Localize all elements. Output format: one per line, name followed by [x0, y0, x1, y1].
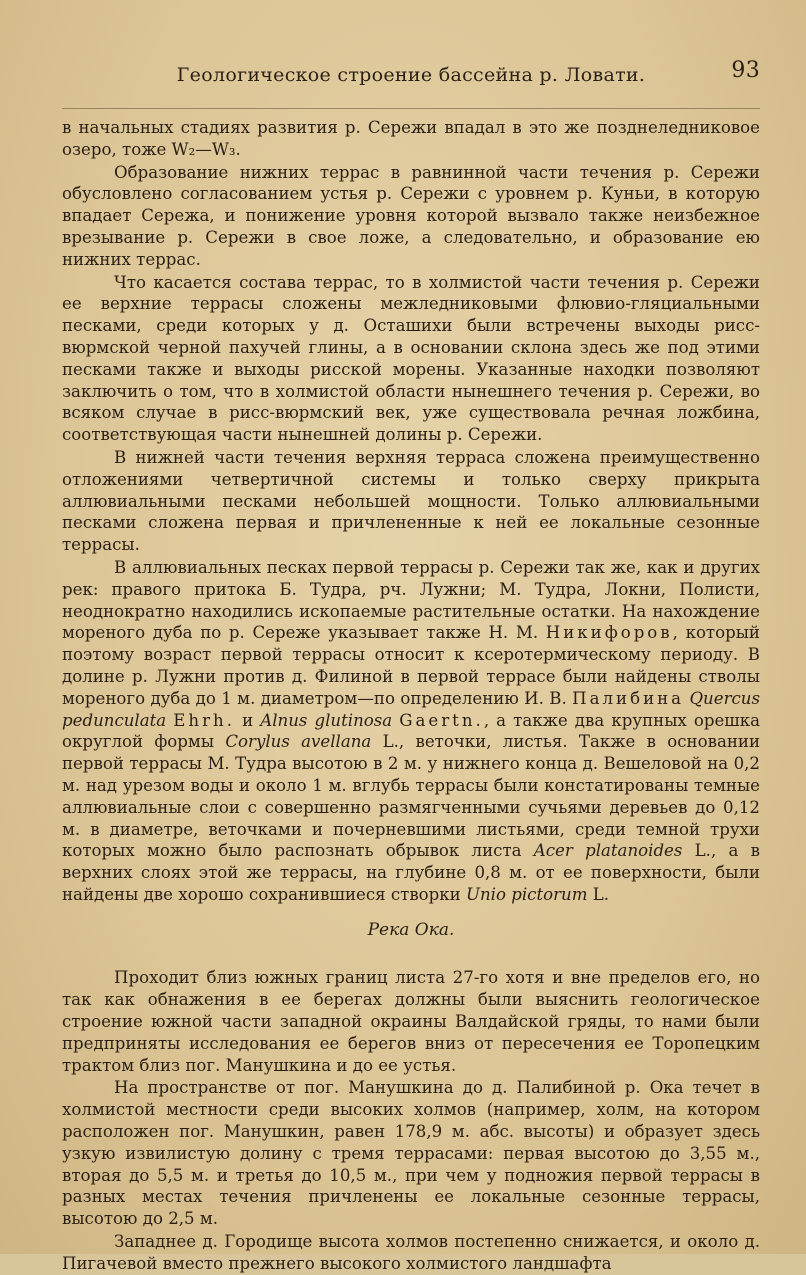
paragraph: Образование нижних террас в равнинной части течения р. Сережи обусловлено согласованием устья р. Сережи с уровнем р. Куньи, в которую впадает Сережа, и понижение уровня которой вызвало также неизбежное врезывание р. Сережи в свое ложе, а следовательно, и образование ею нижних террас.	[62, 162, 760, 269]
paragraph: Проходит близ южных границ листа 27-го хотя и вне пределов его, но так как обнажения в ее берегах должны были выяснить геологическое строение южной части западной окраины Валдайской гряды, то нами были предприняты исследования ее берегов вниз от пересечения ее Торопецким трактом близ пог. Манушкина и до ее устья.	[62, 968, 760, 1075]
section-title: Река Ока.	[367, 919, 455, 940]
main-text	[62, 117, 760, 1275]
paragraph: Западнее д. Городище высота холмов постепенно снижается, и около д. Пигачевой вместо прежнего высокого холмистого ландшафта	[62, 1232, 760, 1273]
paragraph: Что касается состава террас, то в холмистой части течения р. Сережи ее верхние террасы сложены межледниковыми флювио-гляциальными песками, среди которых у д. Осташихи были встречены выходы рисс-вюрмской черной пахучей глины, а в основании склона здесь же под этими песками также и выходы рисской морены. Указанные находки позволяют заключить о том, что в холмистой области нынешнего течения р. Сережи, во всяком случае в рисс-вюрмский век, уже существовала речная ложбина, соответствующая части нынешней долины р. Сережи.	[62, 272, 760, 445]
paragraph-with-species: В аллювиальных песках первой террасы р. Сережи так же, как и других рек: правого притока Б. Тудра, рч. Лужни; М. Тудра, Локни, Полисти, неоднократно находились ископаемые растительные остатки. На нахождение мореного дуба по р. Сереже указывает также Н. М. Никифоров, который поэтому возраст первой террасы относит к ксеротермическому периоду. В долине р. Лужни против д. Филиной в первой террасе были найдены стволы мореного дуба до 1 м. диаметром—по определению И. В. Палибина Quercus pedunculata Ehrh. и Alnus glutinosa Gaertn., а также два крупных орешка округлой формы Corylus avellana L., веточки, листья. Также в основании первой террасы М. Тудра высотою в 2 м. у нижнего конца д. Вешеловой на 0,2 м. над урезом воды и около 1 м. вглубь террасы были констатированы темные аллювиальные слои с совершенно размягченными сучьями деревьев до 0,12 м. в диаметре, веточками и почерневшими листьями, среди темной трухи которых можно было распознать обрывок листа Acer platanoides L., а в верхних слоях этой же террасы, на глубине 0,8 м. от ее поверхности, были найдены две хорошо сохранившиеся створки Unio pictorum L.	[62, 557, 761, 904]
page-header	[62, 58, 760, 98]
paragraph: в начальных стадиях развития р. Сережи впадал в это же позднеледниковое озеро, тоже W₂—W₃.	[62, 118, 760, 159]
running-title: Геологическое строение бассейна р. Ловати.	[176, 64, 646, 86]
paragraph: На пространстве от пог. Манушкина до д. Палибиной р. Ока течет в холмистой местности среди высоких холмов (например, холм, на котором расположен пог. Манушкин, равен 178,9 м. абс. высоты) и образует здесь узкую извилистую долину с тремя террасами: первая высотою до 3,55 м., вторая до 5,5 м. и третья до 10,5 м., при чем у подножия первой террасы в разных местах течения причленены ее локальные сезонные террасы, высотою до 2,5 м.	[62, 1078, 760, 1229]
page-number: 93	[731, 58, 760, 83]
header-rule	[62, 108, 760, 109]
paragraph: В нижней части течения верхняя терраса сложена преимущественно отложениями четвертичной системы и только сверху прикрыта аллювиальными песками небольшей мощности. Только аллювиальными песками сложена первая и причлененные к ней ее локальные сезонные террасы.	[62, 447, 760, 555]
